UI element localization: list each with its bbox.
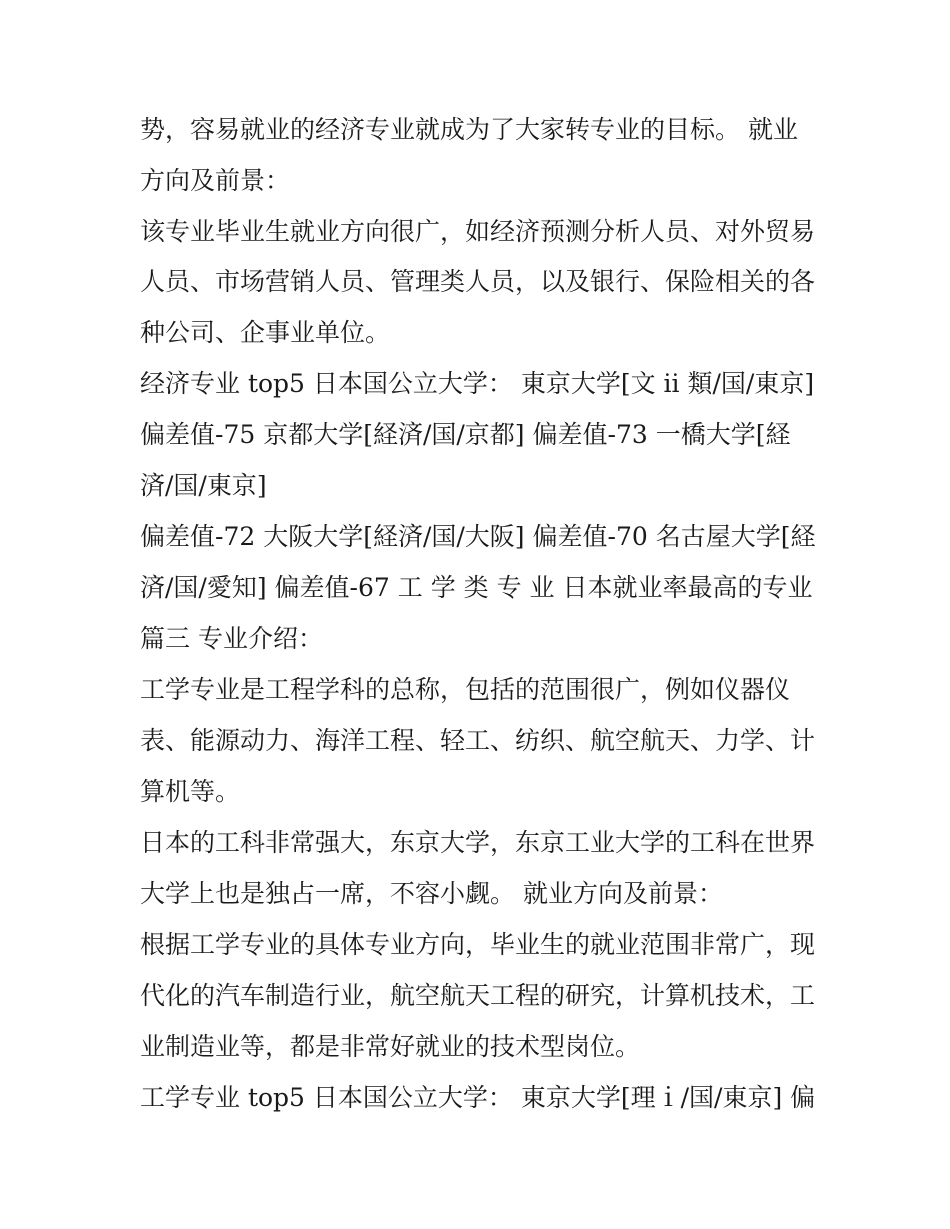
text-line: 偏差值-75 京都大学[経済/国/京都] 偏差值-73 一橋大学[経: [140, 420, 791, 449]
text-line: 业制造业等，都是非常好就业的技术型岗位。: [140, 1032, 641, 1061]
text-line: 根据工学专业的具体专业方向，毕业生的就业范围非常广，现: [140, 930, 816, 959]
text-line: 篇三 专业介绍：: [140, 624, 323, 653]
text-line: 偏差值-72 大阪大学[経済/国/大阪] 偏差值-70 名古屋大学[経: [140, 522, 816, 551]
text-line: 人员、市场营销人员、管理类人员，以及银行、保险相关的各: [140, 267, 816, 296]
text-line: 工学专业是工程学科的总称，包括的范围很广，例如仪器仪: [140, 675, 791, 704]
text-line: 大学上也是独占一席，不容小觑。 就业方向及前景：: [140, 879, 723, 908]
text-line: 经济专业 top5 日本国公立大学： 東京大学[文 ii 類/国/東京]: [140, 369, 815, 398]
text-line: 工学专业 top5 日本国公立大学： 東京大学[理ｉ/国/東京] 偏: [140, 1083, 816, 1112]
text-line: 日本的工科非常强大，东京大学，东京工业大学的工科在世界: [140, 828, 816, 857]
text-line: 势，容易就业的经济专业就成为了大家转专业的目标。 就业: [140, 115, 798, 144]
text-line: 済/国/愛知] 偏差值-67 工 学 类 专 业 日本就业率最高的专业: [140, 573, 813, 602]
text-line: 方向及前景：: [140, 166, 291, 195]
text-line: 种公司、企事业单位。: [140, 318, 391, 347]
text-line: 算机等。: [140, 777, 241, 806]
text-line: 该专业毕业生就业方向很广，如经济预测分析人员、对外贸易: [140, 217, 816, 246]
text-line: 代化的汽车制造行业，航空航天工程的研究，计算机技术，工: [140, 981, 816, 1010]
text-line: 済/国/東京]: [140, 471, 267, 500]
text-line: 表、能源动力、海洋工程、轻工、纺织、航空航天、力学、计: [140, 726, 816, 755]
